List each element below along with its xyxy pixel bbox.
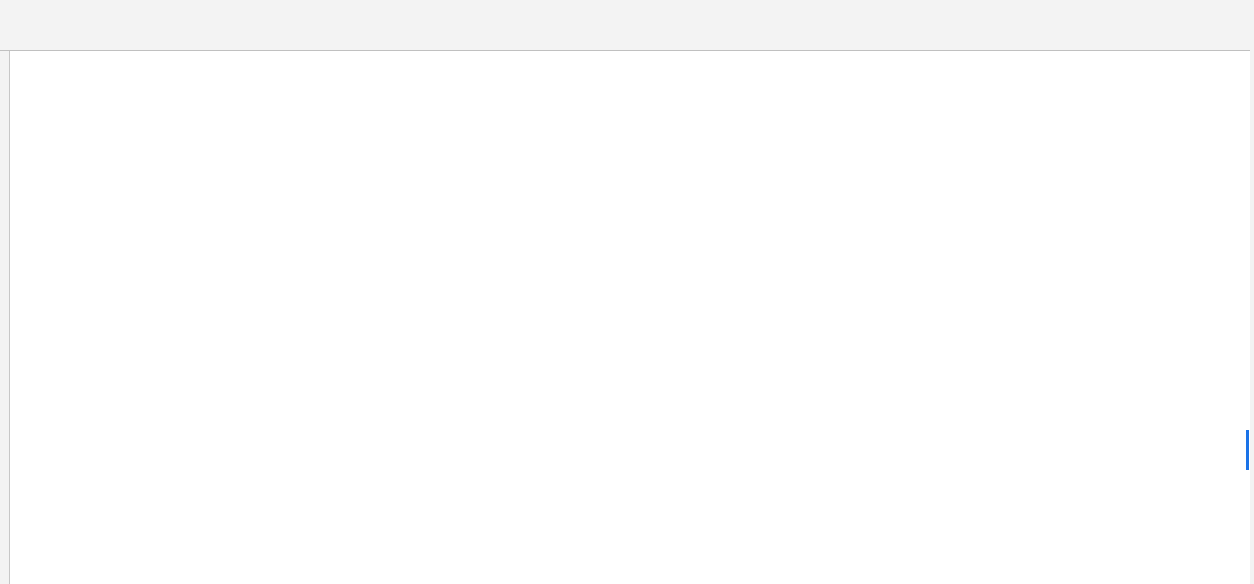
- column-header-bar: [0, 0, 1254, 51]
- sheet-right-edge: [1250, 50, 1254, 584]
- selected-cell-indicator: [1246, 430, 1249, 470]
- row-header-strip: [0, 0, 10, 584]
